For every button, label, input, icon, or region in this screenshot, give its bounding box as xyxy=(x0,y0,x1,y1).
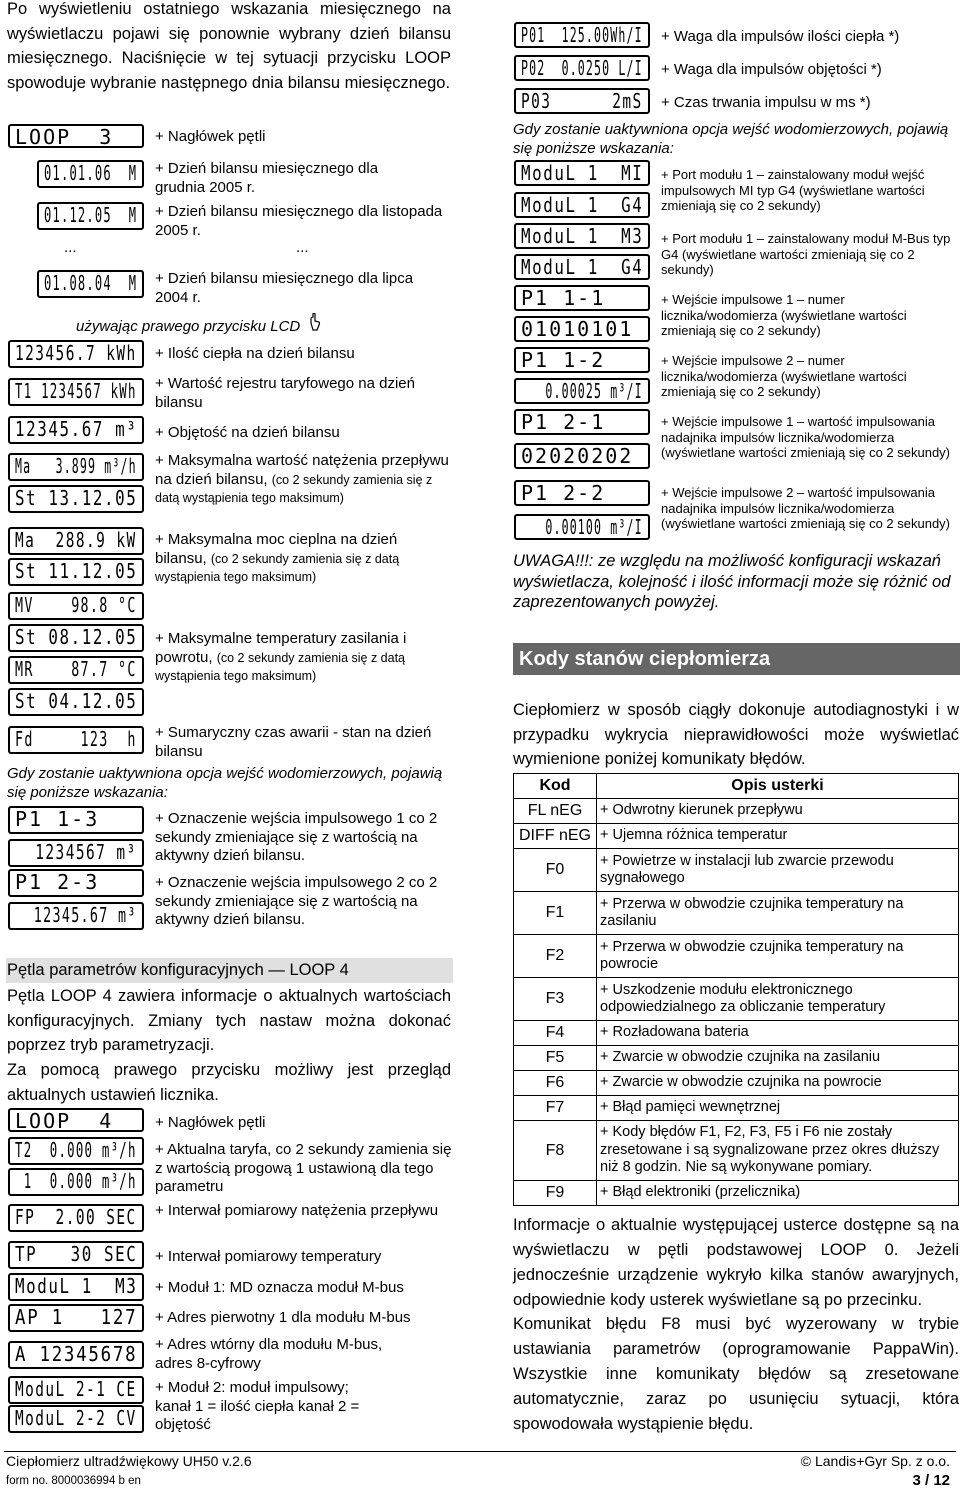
lcd-pulse-duration: P03 2mS xyxy=(514,88,650,114)
right-button-text: używając prawego przycisku LCD xyxy=(76,318,301,335)
caption-max-power-note: (co 2 sekundy zamienia się z datą wystąpienia tego maksimum) xyxy=(155,551,400,584)
table-row xyxy=(514,1071,959,1096)
lcd-input2-weight-value: 0.00100 m³/I xyxy=(514,514,650,540)
table-row xyxy=(514,1021,959,1046)
caption-flow-interval: + Interwał pomiarowy natężenia przepływu xyxy=(155,1202,439,1219)
caption-max-power xyxy=(155,531,445,587)
error-desc: + Błąd pamięci wewnętrznej xyxy=(597,1096,959,1121)
lcd-tariff-register: T1 1234567 kWh xyxy=(8,378,144,406)
caption-loop3-jul2004: + Dzień bilansu miesięcznego dla lipca 2004 r. xyxy=(155,270,414,306)
pulse-note-right: Gdy zostanie uaktywniona opcja wejść wodomierzowych, pojawią się poniższe wskazania: xyxy=(513,121,949,157)
lcd-primary-address: AP 1 127 xyxy=(8,1304,144,1332)
info-paragraph-2: Komunikat błędu F8 musi być wyzerowany w trybie ustawiania parametrów (oprogramowanie PappaWin). Wszystkie inne komunikaty błędów są zresetowane automatycznie, zaraz po usunięciu sytuacji, która spowodowała wystąpienie błędu. xyxy=(513,1315,959,1433)
caption-input1-weight: + Wejście impulsowe 1 – wartość impulsowania nadajnika impulsów licznika/wodomierza (wyświetlane wartości zmieniają się co 2 sekundy) xyxy=(661,414,951,460)
hand-pointer-icon xyxy=(308,313,322,337)
lcd-input2-number-value: 0.00025 m³/I xyxy=(514,378,650,404)
right-button-note xyxy=(76,313,322,337)
lcd-max-power: Ma 288.9 kW xyxy=(8,527,144,555)
caption-input1-number: + Wejście impulsowe 1 – numer licznika/wodomierza (wyświetlane wartości zmieniają się co 2 sekundy) xyxy=(661,292,907,338)
error-desc: + Przerwa w obwodzie czujnika temperatury na zasilaniu xyxy=(597,892,959,935)
lcd-max-flow: Ma 3.899 m³/h xyxy=(8,453,144,481)
lcd-input1-weight-label: P1 2-1 xyxy=(514,409,650,435)
caption-fault-time: + Sumaryczny czas awarii - stan na dzień bilansu xyxy=(155,724,432,760)
table-row xyxy=(514,824,959,849)
caption-pulse-duration: + Czas trwania impulsu w ms *) xyxy=(661,94,871,111)
lcd-max-return-temp: MR 87.7 °C xyxy=(8,656,144,684)
error-code: F6 xyxy=(514,1071,597,1096)
error-codes-table xyxy=(513,773,959,1206)
table-header-code: Kod xyxy=(514,774,597,799)
lcd-input2-weight-label: P1 2-2 xyxy=(514,480,650,506)
lcd-secondary-address: A 12345678 xyxy=(8,1341,144,1369)
caption-input2-weight: + Wejście impulsowe 2 – wartość impulsowania nadajnika impulsów licznika/wodomierza (wyświetlane wartości zmieniają się co 2 sekundy) xyxy=(661,485,951,531)
loop4-paragraph-2: Za pomocą prawego przycisku możliwy jest przegląd aktualnych ustawień licznika. xyxy=(7,1061,451,1104)
caption-port1-mi: + Port modułu 1 – zainstalowany moduł wejść impulsowych MI typ G4 (wyświetlane wartości zmieniają się co 2 sekundy) xyxy=(661,167,925,213)
footer-rule xyxy=(4,1451,956,1452)
table-row xyxy=(514,978,959,1021)
error-code: F7 xyxy=(514,1096,597,1121)
caption-pulse2: + Oznaczenie wejścia impulsowego 2 co 2 sekundy zmieniające się z wartością na aktywny dzień bilansu. xyxy=(155,874,438,928)
error-code: F2 xyxy=(514,935,597,978)
section-title: Kody stanów ciepłomierza xyxy=(513,643,960,675)
caption-loop4-header: + Nagłówek pętli xyxy=(155,1114,266,1131)
caption-max-power-main: + Maksymalna moc cieplna na dzień bilansu, xyxy=(155,531,398,567)
section-intro: Ciepłomierz w sposób ciągły dokonuje autodiagnostyki i w przypadku wykrycia nieprawidłowości może wyświetlać wymienione poniżej komunikaty błędów. xyxy=(513,701,959,768)
lcd-loop3-nov2005: 01.12.05 M xyxy=(37,202,144,230)
lcd-port1-mbus-type: ModuL 1 G4 xyxy=(514,254,650,280)
caption-max-temps-main: + Maksymalne temperatury zasilania i powrotu, xyxy=(155,630,407,666)
lcd-port1-mi: ModuL 1 MI xyxy=(514,160,650,186)
table-row xyxy=(514,1121,959,1181)
caption-loop3-nov2005: + Dzień bilansu miesięcznego dla listopada 2005 r. xyxy=(155,203,443,239)
table-row xyxy=(514,799,959,824)
error-code: F3 xyxy=(514,978,597,1021)
caption-max-temps xyxy=(155,630,445,686)
lcd-max-supply-temp: MV 98.8 °C xyxy=(8,592,144,620)
caption-loop3-dec2005: + Dzień bilansu miesięcznego dla grudnia 2005 r. xyxy=(155,160,379,196)
table-header-desc: Opis usterki xyxy=(597,774,959,799)
lcd-fault-time: Fd 123 h xyxy=(8,726,144,754)
lcd-volume: 12345.67 m³ xyxy=(8,416,144,444)
caption-max-flow xyxy=(155,452,450,508)
error-desc: + Powietrze w instalacji lub zwarcie przewodu sygnałowego xyxy=(597,849,959,892)
error-code: FL nEG xyxy=(514,799,597,824)
loop4-heading: Pętla parametrów konfiguracyjnych — LOOP 4 xyxy=(6,958,453,983)
caption-temp-interval: + Interwał pomiarowy temperatury xyxy=(155,1248,382,1265)
footer-product: Ciepłomierz ultradźwiękowy UH50 v.2.6 xyxy=(6,1453,252,1469)
lcd-volume-pulse-weight: P02 0.0250 L/I xyxy=(514,55,650,81)
error-code: F9 xyxy=(514,1181,597,1206)
lcd-max-supply-temp-date: St 08.12.05 xyxy=(8,624,144,652)
caption-tariff: + Aktualna taryfa, co 2 sekundy zamienia się z wartością progową 1 ustawioną dla tego parametru xyxy=(155,1141,452,1195)
intro-paragraph: Po wyświetleniu ostatniego wskazania miesięcznego na wyświetlaczu pojawi się ponownie wybrany dzień bilansu miesięcznego. Naciśnięcie w tej sytuacji przycisku LOOP spowoduje wybranie następnego dnia bilansu miesięcznego. xyxy=(7,0,451,92)
ellipsis-right: ... xyxy=(296,239,309,256)
lcd-input2-number-label: P1 1-2 xyxy=(514,347,650,373)
lcd-pulse2-value: 12345.67 m³ xyxy=(8,902,144,930)
table-row xyxy=(514,935,959,978)
caption-module2: + Moduł 2: moduł impulsowy; kanał 1 = ilość ciepła kanał 2 = objętość xyxy=(155,1379,360,1433)
error-desc: + Zwarcie w obwodzie czujnika na powrocie xyxy=(597,1071,959,1096)
caption-volume-pulse-weight: + Waga dla impulsów objętości *) xyxy=(661,61,882,78)
lcd-tariff: T2 0.000 m³/h xyxy=(8,1137,144,1165)
caption-secondary-address: + Adres wtórny dla modułu M-bus, adres 8-cyfrowy xyxy=(155,1336,383,1372)
caption-volume: + Objętość na dzień bilansu xyxy=(155,424,340,441)
table-row xyxy=(514,1181,959,1206)
error-desc: + Kody błędów F1, F2, F3, F5 i F6 nie zostały zresetowane i są sygnalizowane przez okres dłuższy niż 8 godzin. Nie są wykonywane pomiary. xyxy=(597,1121,959,1181)
caption-loop3-header: + Nagłówek pętli xyxy=(155,128,266,145)
lcd-max-flow-date: St 13.12.05 xyxy=(8,485,144,513)
error-desc: + Odwrotny kierunek przepływu xyxy=(597,799,959,824)
caption-module1: + Moduł 1: MD oznacza moduł M-bus xyxy=(155,1279,404,1296)
lcd-tariff-threshold: 1 0.000 m³/h xyxy=(8,1168,144,1196)
warning-note: UWAGA!!!: ze względu na możliwość konfiguracji wskazań wyświetlacza, kolejność i ilość informacji może się różnić od zaprezentowanych powyżej. xyxy=(513,552,951,611)
lcd-heat-energy: 123456.7 kWh xyxy=(8,340,144,368)
lcd-flow-interval: FP 2.00 SEC xyxy=(8,1204,144,1232)
footer-form-no: form no. 8000036994 b en xyxy=(6,1475,141,1487)
info-paragraph-1: Informacje o aktualnie występującej usterce dostępne są na wyświetlaczu w pętli podstawowej LOOP 0. Jeżeli jednocześnie urządzenie wykryło kilka stanów awaryjnych, odpowiednie kody usterek wyświetlane są po przecinku. xyxy=(513,1216,959,1309)
lcd-module1: ModuL 1 M3 xyxy=(8,1273,144,1301)
table-row xyxy=(514,849,959,892)
lcd-max-return-temp-date: St 04.12.05 xyxy=(8,688,144,716)
table-row xyxy=(514,1096,959,1121)
lcd-loop3-dec2005: 01.01.06 M xyxy=(37,160,144,188)
lcd-pulse1-label: P1 1-3 xyxy=(8,806,144,834)
caption-max-temps-note: (co 2 sekundy zamienia się z datą wystąpienia tego maksimum) xyxy=(155,650,406,683)
error-desc: + Rozładowana bateria xyxy=(597,1021,959,1046)
lcd-input1-weight-value: 02020202 xyxy=(514,443,650,469)
caption-input2-number: + Wejście impulsowe 2 – numer licznika/wodomierza (wyświetlane wartości zmieniają się co 2 sekundy) xyxy=(661,353,907,399)
caption-port1-mbus: + Port modułu 1 – zainstalowany moduł M-Bus typ G4 (wyświetlane wartości zmieniają się co 2 sekundy) xyxy=(661,231,951,277)
lcd-input1-number-label: P1 1-1 xyxy=(514,285,650,311)
caption-max-flow-note: (co 2 sekundy zamienia się z datą wystąpienia tego maksimum) xyxy=(155,472,433,505)
footer-page: 3 / 12 xyxy=(912,1472,950,1489)
lcd-module2-ch2: ModuL 2-2 CV xyxy=(8,1405,144,1433)
error-code: F5 xyxy=(514,1046,597,1071)
ellipsis-left: ... xyxy=(64,239,77,256)
error-code: F1 xyxy=(514,892,597,935)
caption-max-flow-main: + Maksymalna wartość natężenia przepływu na dzień bilansu, xyxy=(155,452,449,488)
pulse-note-left: Gdy zostanie uaktywniona opcja wejść wodomierzowych, pojawią się poniższe wskazania: xyxy=(7,765,443,801)
loop4-paragraph: Pętla LOOP 4 zawiera informacje o aktualnych wartościach konfiguracyjnych. Zmiany tych nastaw można dokonać poprzez tryb parametryzacji. xyxy=(7,987,451,1054)
footer-company: © Landis+Gyr Sp. z o.o. xyxy=(800,1453,950,1469)
table-header-row xyxy=(514,774,959,799)
lcd-heat-pulse-weight: P01 125.00Wh/I xyxy=(514,22,650,48)
error-desc: + Ujemna różnica temperatur xyxy=(597,824,959,849)
error-code: F0 xyxy=(514,849,597,892)
error-code: F8 xyxy=(514,1121,597,1181)
lcd-input1-number-value: 01010101 xyxy=(514,316,650,342)
error-desc: + Błąd elektroniki (przelicznika) xyxy=(597,1181,959,1206)
lcd-loop3-header: LOOP 3 xyxy=(8,124,144,148)
error-desc: + Przerwa w obwodzie czujnika temperatury na powrocie xyxy=(597,935,959,978)
caption-heat-pulse-weight: + Waga dla impulsów ilości ciepła *) xyxy=(661,28,900,45)
lcd-port1-mi-type: ModuL 1 G4 xyxy=(514,192,650,218)
error-code: F4 xyxy=(514,1021,597,1046)
table-row xyxy=(514,1046,959,1071)
lcd-max-power-date: St 11.12.05 xyxy=(8,558,144,586)
lcd-pulse1-value: 1234567 m³ xyxy=(8,839,144,867)
error-desc: + Uszkodzenie modułu elektronicznego odpowiedzialnego za obliczanie temperatury xyxy=(597,978,959,1021)
lcd-loop4-header: LOOP 4 xyxy=(8,1108,144,1132)
error-desc: + Zwarcie w obwodzie czujnika na zasilaniu xyxy=(597,1046,959,1071)
lcd-pulse2-label: P1 2-3 xyxy=(8,869,144,897)
lcd-loop3-jul2004: 01.08.04 M xyxy=(37,270,144,298)
lcd-temp-interval: TP 30 SEC xyxy=(8,1241,144,1269)
caption-primary-address: + Adres pierwotny 1 dla modułu M-bus xyxy=(155,1309,411,1326)
error-code: DIFF nEG xyxy=(514,824,597,849)
table-row xyxy=(514,892,959,935)
caption-pulse1: + Oznaczenie wejścia impulsowego 1 co 2 sekundy zmieniające się z wartością na aktywny dzień bilansu. xyxy=(155,810,438,864)
caption-heat-energy: + Ilość ciepła na dzień bilansu xyxy=(155,345,355,362)
caption-tariff-register: + Wartość rejestru taryfowego na dzień bilansu xyxy=(155,375,415,411)
lcd-port1-mbus: ModuL 1 M3 xyxy=(514,223,650,249)
lcd-module2-ch1: ModuL 2-1 CE xyxy=(8,1376,144,1404)
